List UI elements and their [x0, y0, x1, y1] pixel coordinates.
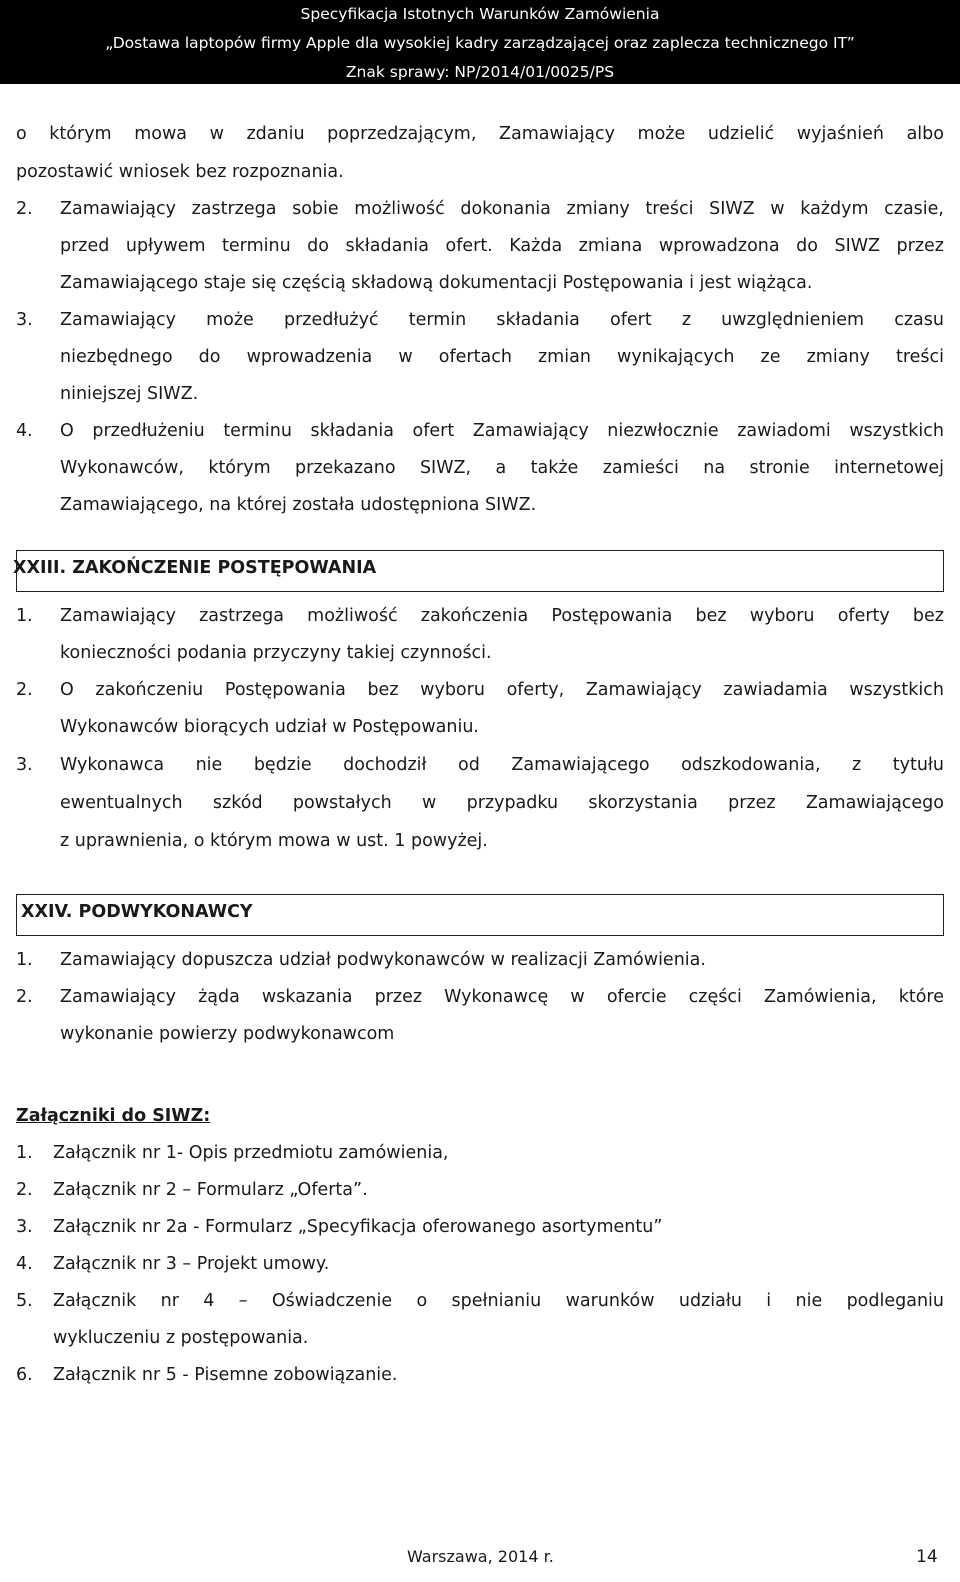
section-title: XXIV. PODWYKONAWCY	[21, 902, 253, 922]
item-number: 3.	[16, 755, 33, 775]
text-line: niezbędnego do wprowadzenia w ofertach zmian wynikających ze zmiany treści	[60, 347, 944, 367]
text-line: Zamawiający dopuszcza udział podwykonawców w realizacji Zamówienia.	[60, 950, 706, 970]
text-line: o którym mowa w zdaniu poprzedzającym, Zamawiający może udzielić wyjaśnień albo	[16, 124, 944, 144]
list-item	[16, 746, 944, 860]
list-item	[16, 1246, 944, 1283]
item-number: 4.	[16, 421, 33, 441]
item-number: 4.	[16, 1254, 33, 1274]
list-item	[16, 1209, 944, 1246]
text-line: Zamawiający żąda wskazania przez Wykonawcę w ofercie części Zamówienia, które	[60, 987, 944, 1007]
section23-list	[16, 598, 944, 860]
item-number: 1.	[16, 950, 33, 970]
text-line: Załącznik nr 3 – Projekt umowy.	[53, 1254, 330, 1274]
text-line: Zamawiający zastrzega możliwość zakończenia Postępowania bez wyboru oferty bez	[60, 606, 944, 626]
text-line: ewentualnych szkód powstałych w przypadku skorzystania przez Zamawiającego	[60, 793, 944, 813]
text-line: O zakończeniu Postępowania bez wyboru oferty, Zamawiający zawiadamia wszystkich	[60, 680, 944, 700]
text-line: konieczności podania przyczyny takiej czynności.	[60, 643, 492, 663]
item-number: 1.	[16, 606, 33, 626]
document-header	[0, 0, 960, 84]
header-subtitle: „Dostawa laptopów firmy Apple dla wysokiej kadry zarządzającej oraz zaplecza technicznego IT”	[105, 34, 855, 52]
text-line: Wykonawców, którym przekazano SIWZ, a także zamieści na stronie internetowej	[60, 458, 944, 478]
items-a-list	[16, 191, 944, 524]
text-line: Zamawiającego staje się częścią składową dokumentacji Postępowania i jest wiążąca.	[60, 273, 813, 293]
item-number: 2.	[16, 987, 33, 1007]
section24-list	[16, 942, 944, 1053]
item-number: 3.	[16, 310, 33, 330]
item-number: 2.	[16, 199, 33, 219]
footer-place-date: Warszawa, 2014 r.	[407, 1547, 554, 1566]
text-line: Załącznik nr 5 - Pisemne zobowiązanie.	[53, 1365, 398, 1385]
text-line: Załącznik nr 4 – Oświadczenie o spełnianiu warunków udziału i nie podleganiu	[53, 1291, 944, 1311]
text-line: pozostawić wniosek bez rozpoznania.	[16, 162, 344, 182]
list-item	[16, 942, 944, 979]
list-item	[16, 672, 944, 746]
section-heading-box	[13, 550, 944, 592]
text-line: Wykonawców biorących udział w Postępowaniu.	[60, 717, 479, 737]
item-number: 2.	[16, 1180, 33, 1200]
text-line: Załącznik nr 1- Opis przedmiotu zamówienia,	[53, 1143, 449, 1163]
list-item	[16, 302, 944, 413]
annexes-list	[16, 1135, 944, 1394]
list-item	[16, 1135, 944, 1172]
item-number: 2.	[16, 680, 33, 700]
text-line: Zamawiający może przedłużyć termin składania ofert z uwzględnieniem czasu	[60, 310, 944, 330]
text-line: wykluczeniu z postępowania.	[53, 1328, 309, 1348]
item-number: 1.	[16, 1143, 33, 1163]
text-line: przed upływem terminu do składania ofert. Każda zmiana wprowadzona do SIWZ przez	[60, 236, 944, 256]
intro-paragraph	[16, 115, 944, 191]
section-heading-box	[16, 894, 944, 936]
header-title: Specyfikacja Istotnych Warunków Zamówienia	[300, 5, 660, 23]
text-line: Zamawiający zastrzega sobie możliwość dokonania zmiany treści SIWZ w każdym czasie,	[60, 199, 944, 219]
item-number: 5.	[16, 1291, 33, 1311]
item-number: 6.	[16, 1365, 33, 1385]
text-line: Zamawiającego, na której została udostępniona SIWZ.	[60, 495, 537, 515]
list-item	[16, 979, 944, 1053]
list-item	[16, 1283, 944, 1357]
item-number: 3.	[16, 1217, 33, 1237]
list-item	[16, 1357, 944, 1394]
list-item	[16, 598, 944, 672]
text-line: z uprawnienia, o którym mowa w ust. 1 powyżej.	[60, 831, 488, 851]
list-item	[16, 191, 944, 302]
section-title: XXIII. ZAKOŃCZENIE POSTĘPOWANIA	[13, 558, 377, 578]
text-line: O przedłużeniu terminu składania ofert Zamawiający niezwłocznie zawiadomi wszystkich	[60, 421, 944, 441]
header-case-number: Znak sprawy: NP/2014/01/0025/PS	[345, 63, 615, 81]
text-line: niniejszej SIWZ.	[60, 384, 199, 404]
page-number: 14	[916, 1547, 938, 1567]
text-line: Załącznik nr 2 – Formularz „Oferta”.	[53, 1180, 368, 1200]
page-content	[13, 115, 944, 1394]
text-line: Załącznik nr 2a - Formularz „Specyfikacja oferowanego asortymentu”	[53, 1217, 663, 1237]
text-line: wykonanie powierzy podwykonawcom	[60, 1024, 395, 1044]
list-item	[16, 1172, 944, 1209]
text-line: Wykonawca nie będzie dochodził od Zamawiającego odszkodowania, z tytułu	[60, 755, 944, 775]
annexes-title: Załączniki do SIWZ:	[16, 1106, 211, 1126]
list-item	[16, 413, 944, 524]
